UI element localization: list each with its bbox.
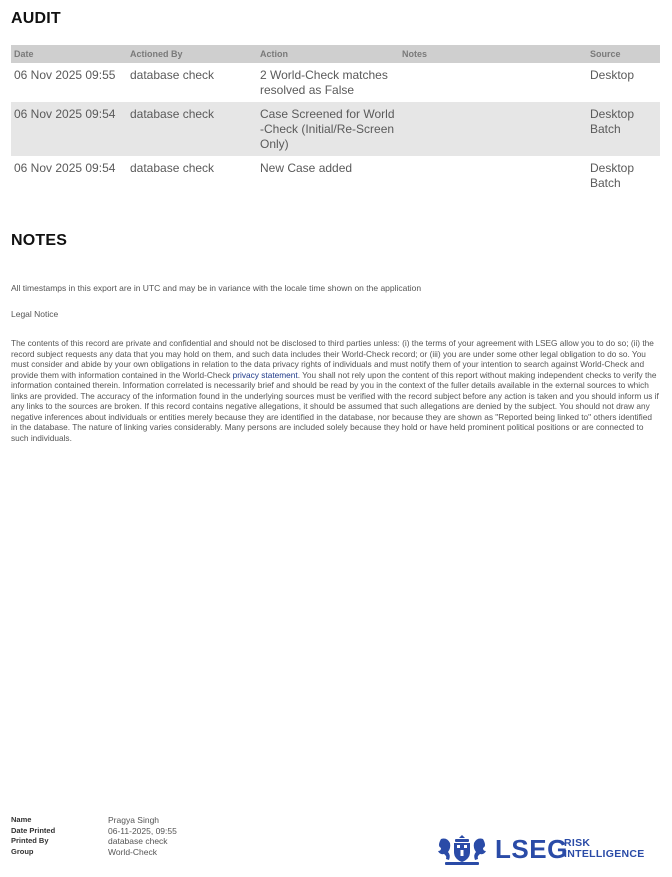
cell-source: Desktop — [590, 68, 635, 82]
cell-actioned-by: database check — [130, 161, 215, 175]
cell-date: 06 Nov 2025 09:54 — [14, 161, 116, 175]
timezone-note: All timestamps in this export are in UTC and may be in variance with the locale time shown on the application — [11, 283, 422, 293]
legal-notice-title: Legal Notice — [11, 309, 59, 319]
cell-date: 06 Nov 2025 09:55 — [14, 68, 116, 82]
name-label: Name — [11, 815, 32, 824]
column-header-source: Source — [587, 45, 660, 63]
cell-notes — [399, 102, 587, 156]
column-header-action: Action — [257, 45, 399, 63]
date-printed-value: 06-11-2025, 09:55 — [108, 825, 177, 836]
cell-date: 06 Nov 2025 09:54 — [11, 102, 127, 156]
printed-by-value: database check — [108, 836, 168, 846]
group-label: Group — [11, 846, 34, 856]
crest-icon — [437, 833, 487, 867]
table-row — [11, 102, 660, 156]
logo-line-1: RISK — [564, 837, 591, 849]
audit-heading: AUDIT — [11, 10, 61, 27]
cell-source: Desktop Batch — [587, 102, 660, 156]
legal-text-part: The contents of this record are private and confidential and should not be disclosed to third parties unless: (i) the terms of your agreement with LSEG allow you to do so; (ii) the record subject requests any data that you may hold on them, and such data includes their World-Check record; or (iii) you are under some other legal obligation to do so. You must consider and abide by your own obligations in relation to the data privacy rights of individuals and must notify them of your intention to search against World-Check and provide them with information contained in the World-Check — [11, 338, 654, 380]
group-value: World-Check — [108, 846, 157, 857]
column-header-notes: Notes — [399, 45, 587, 63]
column-header-date: Date — [11, 45, 127, 63]
name-value: Pragya Singh — [108, 815, 160, 825]
table-row — [11, 63, 660, 102]
notes-heading: NOTES — [11, 232, 68, 249]
cell-actioned-by: database check — [127, 102, 257, 156]
legal-text-part: . You shall not rely upon the content of this report without making independent checks to verify the information contained therein. Information correlated is necessarily brief and should be read by you in the context of the fuller details available in the external sources to which links are provided. The accuracy of the information found in the underlying sources must be verified with the record subject before any action is taken and you should inform us if any links to the sources are broken. If this record contains negative allegations, it should be assumed that such allegations are denied by the subject. You should not draw any negative inferences about individuals or entities merely because they are identified in the database, nor because they are shown as "Reported being linked to" others identified in the database. The nature of linking varies considerably. Many persons are included solely because they hold or have held prominent political positions or are connected to such individuals. — [11, 369, 659, 443]
printed-by-label: Printed By — [11, 836, 49, 845]
column-header-actioned-by: Actioned By — [127, 45, 257, 63]
lseg-wordmark: LSEG — [495, 834, 568, 864]
logo-line-2: INTELLIGENCE — [564, 848, 645, 860]
cell-action: 2 World-Check matches resolved as False — [260, 68, 388, 97]
cell-actioned-by: database check — [130, 68, 215, 82]
cell-notes — [399, 156, 587, 195]
cell-action: Case Screened for World-Check (Initial/Re-Screen Only) — [257, 102, 399, 156]
audit-table — [11, 45, 660, 195]
cell-action: New Case added — [260, 161, 353, 175]
print-details — [11, 815, 177, 857]
cell-notes — [399, 63, 587, 102]
table-row — [11, 156, 660, 195]
date-printed-label: Date Printed — [11, 825, 56, 835]
lseg-logo — [437, 833, 647, 867]
risk-intelligence-text — [564, 838, 645, 860]
legal-notice-text — [11, 338, 659, 443]
cell-source: Desktop Batch — [590, 161, 635, 190]
privacy-statement-link[interactable]: privacy statement — [232, 369, 298, 380]
audit-header-row — [11, 45, 660, 63]
